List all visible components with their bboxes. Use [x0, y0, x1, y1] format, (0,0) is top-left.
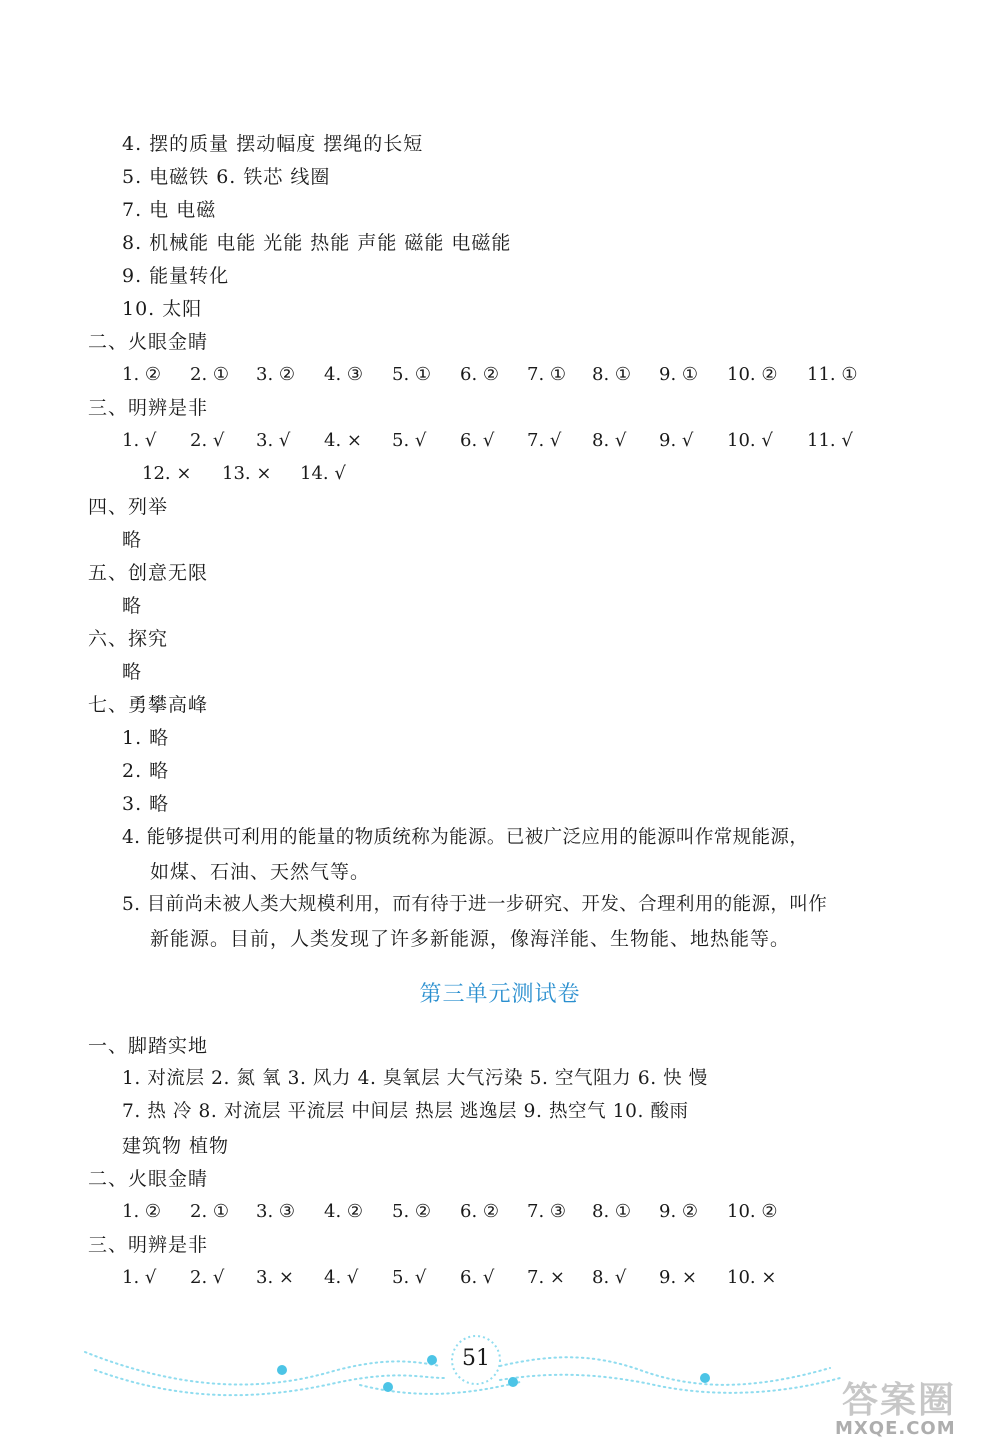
- judgement-answer: 4. ×: [324, 430, 362, 451]
- choice-answer: 8. ①: [592, 364, 632, 385]
- judgement-answer: 2. √: [190, 430, 225, 451]
- choice-answer: 2. ①: [190, 1201, 230, 1222]
- answer-text: 2. 略: [122, 760, 170, 782]
- judgement-answer: 3. √: [256, 430, 291, 451]
- choice-answer: 1. ②: [122, 364, 162, 385]
- answer-text: 略: [122, 661, 143, 683]
- choice-answer: 7. ①: [527, 364, 567, 385]
- judgement-answer: 1. √: [122, 1267, 157, 1288]
- answer-line: 7. 热 冷 8. 对流层 平流层 中间层 热层 逃逸层 9. 热空气 10. 酸雨: [122, 1101, 689, 1122]
- answer-text: 1. 略: [122, 727, 170, 749]
- choice-answer: 6. ②: [460, 1201, 500, 1222]
- section-heading: 六、探究: [88, 628, 169, 650]
- answer-line-7: 7. 电 电磁: [122, 199, 217, 221]
- answer-line: 1. 对流层 2. 氮 氧 3. 风力 4. 臭氧层 大气污染 5. 空气阻力 6. 快 慢: [122, 1068, 708, 1089]
- judgement-answer: 4. √: [324, 1267, 359, 1288]
- answer-paragraph: 如煤、石油、天然气等。: [150, 861, 371, 883]
- judgement-answers-row: [122, 1265, 842, 1291]
- judgement-answer: 6. √: [460, 430, 495, 451]
- answer-text: 略: [122, 529, 143, 551]
- choice-answer: 5. ②: [392, 1201, 432, 1222]
- choice-answer: 4. ②: [324, 1201, 364, 1222]
- judgement-answer: 5. √: [392, 430, 427, 451]
- choice-answer: 9. ②: [659, 1201, 699, 1222]
- judgement-answer: 10. ×: [727, 1267, 777, 1288]
- judgement-answer: 7. ×: [527, 1267, 565, 1288]
- watermark-url: MXQE.COM: [835, 1418, 956, 1439]
- unit-title: 第三单元测试卷: [419, 982, 581, 1007]
- choice-answer: 1. ②: [122, 1201, 162, 1222]
- section-heading: 三、明辨是非: [88, 1234, 209, 1256]
- choice-answer: 5. ①: [392, 364, 432, 385]
- choice-answers-row: [122, 362, 882, 388]
- judgement-answer: 14. √: [300, 463, 346, 484]
- choice-answer: 10. ②: [727, 364, 778, 385]
- judgement-answer: 2. √: [190, 1267, 225, 1288]
- section-heading: 一、脚踏实地: [88, 1035, 209, 1057]
- judgement-answer: 5. √: [392, 1267, 427, 1288]
- choice-answer: 9. ①: [659, 364, 699, 385]
- section-heading: 五、创意无限: [88, 562, 209, 584]
- judgement-answer: 9. ×: [659, 1267, 697, 1288]
- choice-answer: 8. ①: [592, 1201, 632, 1222]
- answer-line-10: 10. 太阳: [122, 298, 203, 320]
- judgement-answer: 11. √: [807, 430, 853, 451]
- choice-answer: 10. ②: [727, 1201, 778, 1222]
- choice-answer: 11. ①: [807, 364, 858, 385]
- answer-paragraph: 5. 目前尚未被人类大规模利用，而有待于进一步研究、开发、合理利用的能源，叫作: [122, 894, 828, 915]
- choice-answer: 2. ①: [190, 364, 230, 385]
- judgement-answer: 7. √: [527, 430, 562, 451]
- page-number: 51: [462, 1346, 490, 1371]
- answer-line-5: 5. 电磁铁 6. 铁芯 线圈: [122, 166, 331, 188]
- answer-line: 建筑物 植物: [122, 1135, 230, 1157]
- choice-answers-row: [122, 1199, 842, 1225]
- judgement-answer: 8. √: [592, 430, 627, 451]
- choice-answer: 4. ③: [324, 364, 364, 385]
- judgement-answer: 9. √: [659, 430, 694, 451]
- answer-text: 3. 略: [122, 793, 170, 815]
- section-heading: 七、勇攀高峰: [88, 694, 209, 716]
- choice-answer: 3. ③: [256, 1201, 296, 1222]
- judgement-answer: 1. √: [122, 430, 157, 451]
- section-heading: 四、列举: [88, 496, 169, 518]
- judgement-answer: 3. ×: [256, 1267, 294, 1288]
- choice-answer: 6. ②: [460, 364, 500, 385]
- judgement-answer: 12. ×: [142, 463, 192, 484]
- answer-line-4: 4. 摆的质量 摆动幅度 摆绳的长短: [122, 133, 424, 155]
- answer-line-9: 9. 能量转化: [122, 265, 230, 287]
- judgement-answers-row: [122, 428, 882, 454]
- judgement-answer: 13. ×: [222, 463, 272, 484]
- answer-text: 略: [122, 595, 143, 617]
- answer-paragraph: 4. 能够提供可利用的能量的物质统称为能源。已被广泛应用的能源叫作常规能源，: [122, 827, 809, 848]
- watermark-logo: 答案圈: [842, 1380, 957, 1421]
- judgement-answers-row: [142, 461, 442, 487]
- judgement-answer: 10. √: [727, 430, 773, 451]
- choice-answer: 7. ③: [527, 1201, 567, 1222]
- judgement-answer: 6. √: [460, 1267, 495, 1288]
- answer-line-8: 8. 机械能 电能 光能 热能 声能 磁能 电磁能: [122, 232, 512, 254]
- section-heading: 三、明辨是非: [88, 397, 209, 419]
- answer-paragraph: 新能源。目前，人类发现了许多新能源，像海洋能、生物能、地热能等。: [150, 928, 791, 950]
- section-heading: 二、火眼金睛: [88, 1168, 209, 1190]
- choice-answer: 3. ②: [256, 364, 296, 385]
- judgement-answer: 8. √: [592, 1267, 627, 1288]
- section-heading: 二、火眼金睛: [88, 331, 209, 353]
